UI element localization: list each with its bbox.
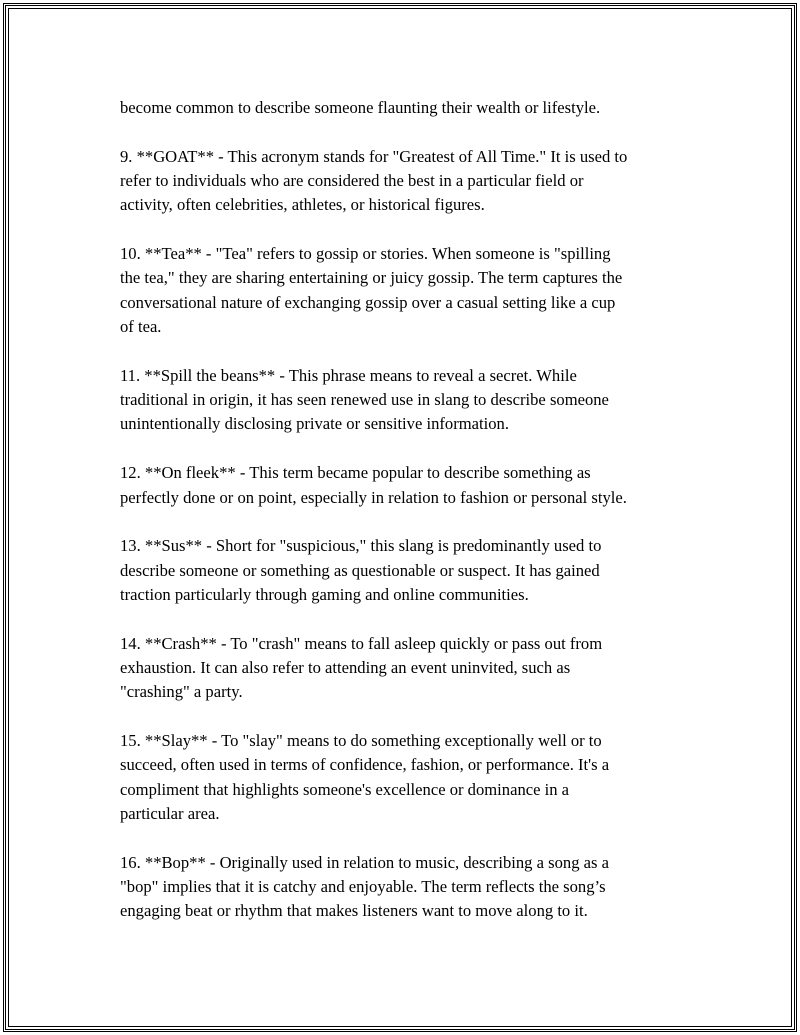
paragraph-slay: 15. **Slay** - To "slay" means to do something exceptionally well or to succeed, often used in terms of confidence, fashion, or performance. It's a compliment that highlights someone's excellence or dominance in a particular area.	[120, 730, 610, 823]
page-border	[3, 3, 797, 1032]
paragraph-goat: 9. **GOAT** - This acronym stands for "Greatest of All Time." It is used to refer to individuals who are considered the best in a particular field or activity, often celebrities, athletes, or historical figures.	[120, 146, 628, 215]
paragraph-sus: 13. **Sus** - Short for "suspicious," this slang is predominantly used to describe someone or something as questionable or suspect. It has gained traction particularly through gaming and online communities.	[120, 536, 602, 604]
document-body	[120, 96, 710, 948]
paragraph-on-fleek: 12. **On fleek** - This term became popular to describe something as perfectly done or on point, especially in relation to fashion or personal style.	[120, 463, 627, 507]
paragraph-tea: 10. **Tea** - "Tea" refers to gossip or stories. When someone is "spilling the tea," they are sharing entertaining or juicy gossip. The term captures the conversational nature of exchanging gossip over a casual setting like a cup of tea.	[120, 244, 623, 337]
paragraph-crash: 14. **Crash** - To "crash" means to fall asleep quickly or pass out from exhaustion. It can also refer to attending an event uninvited, such as "crashing" a party.	[120, 633, 603, 702]
paragraph-continuation: become common to describe someone flaunting their wealth or lifestyle.	[120, 98, 601, 117]
paragraph-bop: 16. **Bop** - Originally used in relation to music, describing a song as a "bop" implies that it is catchy and enjoyable. The term reflects the song’s engaging beat or rhythm that makes listeners want to move along to it.	[120, 852, 609, 921]
paragraph-spill-the-beans: 11. **Spill the beans** - This phrase means to reveal a secret. While traditional in origin, it has seen renewed use in slang to describe someone unintentionally disclosing private or sensitive information.	[120, 365, 609, 434]
